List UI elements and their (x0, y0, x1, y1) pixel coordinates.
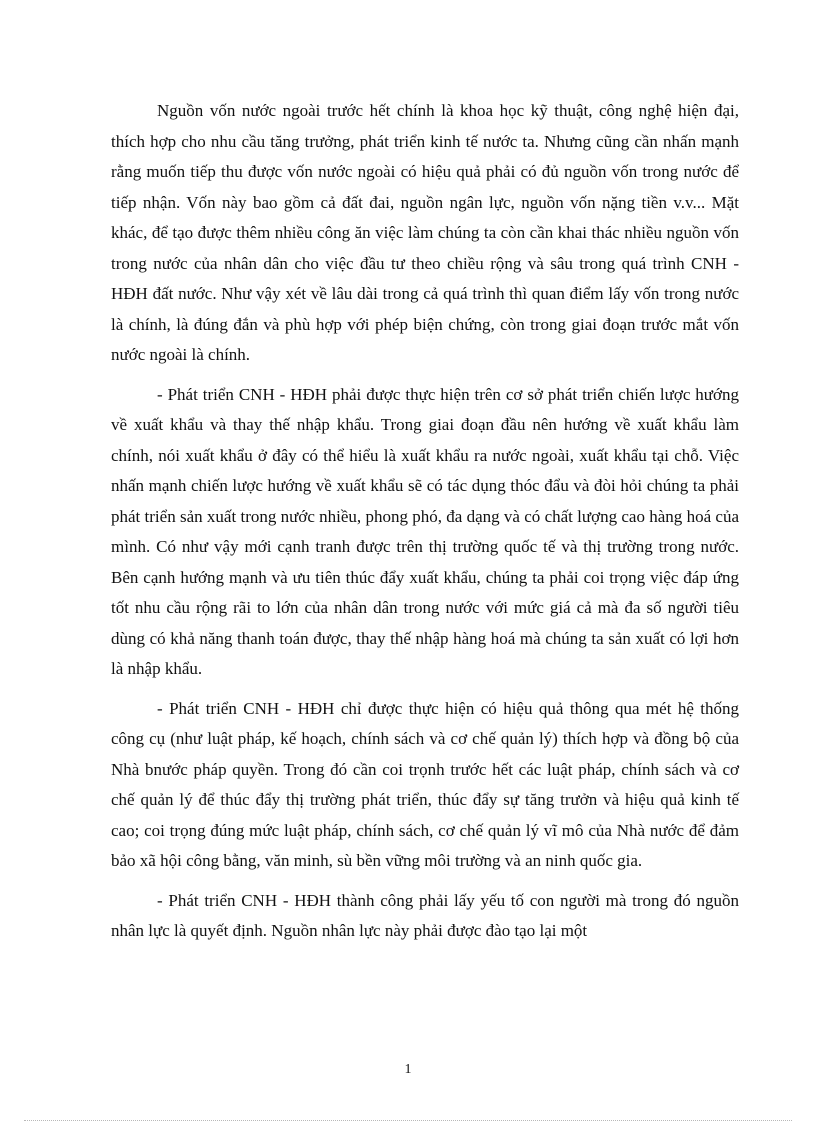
paragraph-2: - Phát triển CNH - HĐH phải được thực hiện trên cơ sở phát triển chiến lược hướng về xuất khẩu và thay thế nhập khẩu. Trong giai đoạn đầu nên hướng về xuất khẩu làm chính, nói xuất khẩu ở đây có thể hiểu là xuất khẩu ra nước ngoài, xuất khẩu tại chỗ. Việc nhấn mạnh chiến lược hướng về xuất khẩu sẽ có tác dụng thóc đẩu và đòi hỏi chúng ta phải phát triển sản xuất trong nước nhiều, phong phó, đa dạng và có chất lượng cao hàng hoá của mình. Có như vậy mới cạnh tranh được trên thị trường quốc tế và thị trường trong nước. Bên cạnh hướng mạnh và ưu tiên thúc đẩy xuất khẩu, chúng ta phải coi trọng việc đáp ứng tốt nhu cầu rộng rãi to lớn của nhân dân trong nước với mức giá cả mà đa số người tiêu dùng có khả năng thanh toán được, thay thế nhập hàng hoá mà chúng ta sản xuất có lợi hơn là nhập khẩu. (111, 384, 739, 678)
paragraph-4: - Phát triển CNH - HĐH thành công phải lấy yếu tố con người mà trong đó nguồn nhân lực là quyết định. Nguồn nhân lực này phải được đào tạo lại một (111, 890, 739, 940)
page-break-divider (24, 1120, 792, 1121)
page-number: 1 (404, 1062, 412, 1077)
paragraph-1: Nguồn vốn nước ngoài trước hết chính là khoa học kỹ thuật, công nghệ hiện đại, thích hợp cho nhu cầu tăng trưởng, phát triển kinh tế nước ta. Nhưng cũng cần nhấn mạnh rằng muốn tiếp thu được vốn nước ngoài có hiệu quả phải có đủ nguồn vốn trong nước để tiếp nhận. Vốn này bao gồm cả đất đai, nguồn ngân lực, nguồn vốn nặng tiền v.v... Mặt khác, để tạo được thêm nhiều công ăn việc làm chúng ta còn cần khai thác nhiều nguồn vốn trong nước của nhân dân cho việc đầu tư theo chiều rộng và sâu trong quá trình CNH - HĐH đất nước. Như vậy xét về lâu dài trong cả quá trình thì quan điểm lấy vốn trong nước là chính, là đúng đắn và phù hợp với phép biện chứng, còn trong giai đoạn trước mắt vốn nước ngoài là chính. (111, 101, 739, 364)
body-text (111, 96, 739, 956)
paragraph-3: - Phát triển CNH - HĐH chỉ được thực hiện có hiệu quả thông qua mét hệ thống công cụ (như luật pháp, kế hoạch, chính sách và cơ chế quản lý) thích hợp và đồng bộ của Nhà bnước pháp quyền. Trong đó cần coi trọnh trước hết các luật pháp, chính sách và cơ chế quản lý để thúc đẩy thị trường phát triển, thúc đẩy sự tăng trưởn và hiệu quả kinh tế cao; coi trọng đúng mức luật pháp, chính sách, cơ chế quản lý vĩ mô của Nhà nước để đảm bảo xã hội công bằng, văn minh, sù bền vững môi trường và an ninh quốc gia. (111, 698, 739, 870)
